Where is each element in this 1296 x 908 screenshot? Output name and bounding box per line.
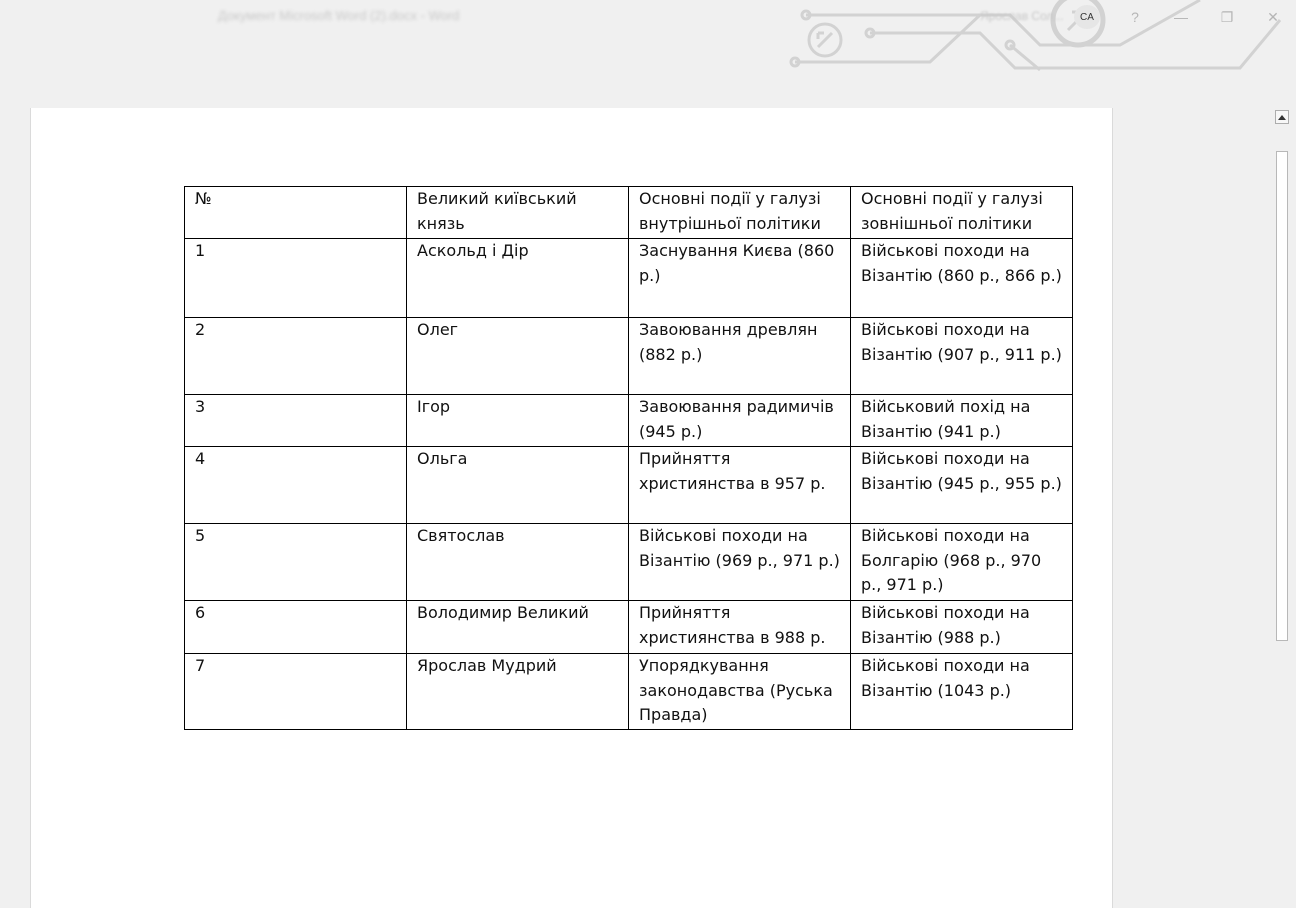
table-cell[interactable]: Олег (407, 318, 629, 395)
table-cell[interactable]: Завоювання древлян (882 р.) (629, 318, 851, 395)
table-cell[interactable]: Ігор (407, 395, 629, 447)
help-button[interactable]: ? (1131, 9, 1139, 25)
user-name: Ярослав Сол... (980, 9, 1064, 23)
table-cell[interactable]: Завоювання радимичів (945 р.) (629, 395, 851, 447)
table-cell[interactable]: Аскольд і Дір (407, 239, 629, 318)
table-cell[interactable]: Військові походи на Візантію (969 р., 971 р.) (629, 524, 851, 601)
table-row (185, 395, 1073, 447)
table-cell[interactable]: Військові походи на Візантію (860 р., 866 р.) (851, 239, 1073, 318)
table-row (185, 601, 1073, 654)
princes-table (184, 186, 1073, 730)
document-title: Документ Microsoft Word (2).docx - Word (218, 8, 460, 23)
table-cell[interactable]: Військові походи на Візантію (907 р., 911 р.) (851, 318, 1073, 395)
table-row (185, 654, 1073, 730)
scroll-up-button[interactable] (1275, 110, 1289, 124)
table-row (185, 524, 1073, 601)
table-cell[interactable]: 3 (185, 395, 407, 447)
table-cell[interactable]: 5 (185, 524, 407, 601)
table-cell[interactable]: 6 (185, 601, 407, 654)
table-row (185, 318, 1073, 395)
table-row (185, 447, 1073, 524)
table-cell[interactable]: Військові походи на Візантію (988 р.) (851, 601, 1073, 654)
vertical-scrollbar-thumb[interactable] (1276, 151, 1288, 641)
table-header-cell[interactable]: Великий київський князь (407, 187, 629, 239)
table-header-cell[interactable]: № (185, 187, 407, 239)
restore-button[interactable]: ❐ (1220, 8, 1234, 25)
table-cell[interactable]: Святослав (407, 524, 629, 601)
table-header-cell[interactable]: Основні події у галузі внутрішньої політики (629, 187, 851, 239)
close-button[interactable]: ✕ (1267, 8, 1279, 25)
arrow-up-icon (1278, 115, 1286, 120)
table-cell[interactable]: 4 (185, 447, 407, 524)
table-row (185, 239, 1073, 318)
table-header-row (185, 187, 1073, 239)
table-cell[interactable]: Ольга (407, 447, 629, 524)
table-cell[interactable]: Ярослав Мудрий (407, 654, 629, 730)
document-page[interactable] (30, 108, 1113, 908)
title-bar (0, 0, 1296, 108)
table-cell[interactable]: Військові походи на Болгарію (968 р., 970 р., 971 р.) (851, 524, 1073, 601)
table-cell[interactable]: 7 (185, 654, 407, 730)
table-cell[interactable]: Упорядкування законодавства (Руська Правда) (629, 654, 851, 730)
table-cell[interactable]: Військові походи на Візантію (945 р., 955 р.) (851, 447, 1073, 524)
minimize-button[interactable]: — (1174, 9, 1188, 25)
user-avatar[interactable]: CA (1074, 5, 1100, 29)
table-header-cell[interactable]: Основні події у галузі зовнішньої політики (851, 187, 1073, 239)
table-cell[interactable]: Прийняття християнства в 957 р. (629, 447, 851, 524)
table-cell[interactable]: Прийняття християнства в 988 р. (629, 601, 851, 654)
table-cell[interactable]: Військові походи на Візантію (1043 р.) (851, 654, 1073, 730)
table-cell[interactable]: Володимир Великий (407, 601, 629, 654)
table-cell[interactable]: Заснування Києва (860 р.) (629, 239, 851, 318)
table-cell[interactable]: 1 (185, 239, 407, 318)
table-cell[interactable]: 2 (185, 318, 407, 395)
table-cell[interactable]: Військовий похід на Візантію (941 р.) (851, 395, 1073, 447)
